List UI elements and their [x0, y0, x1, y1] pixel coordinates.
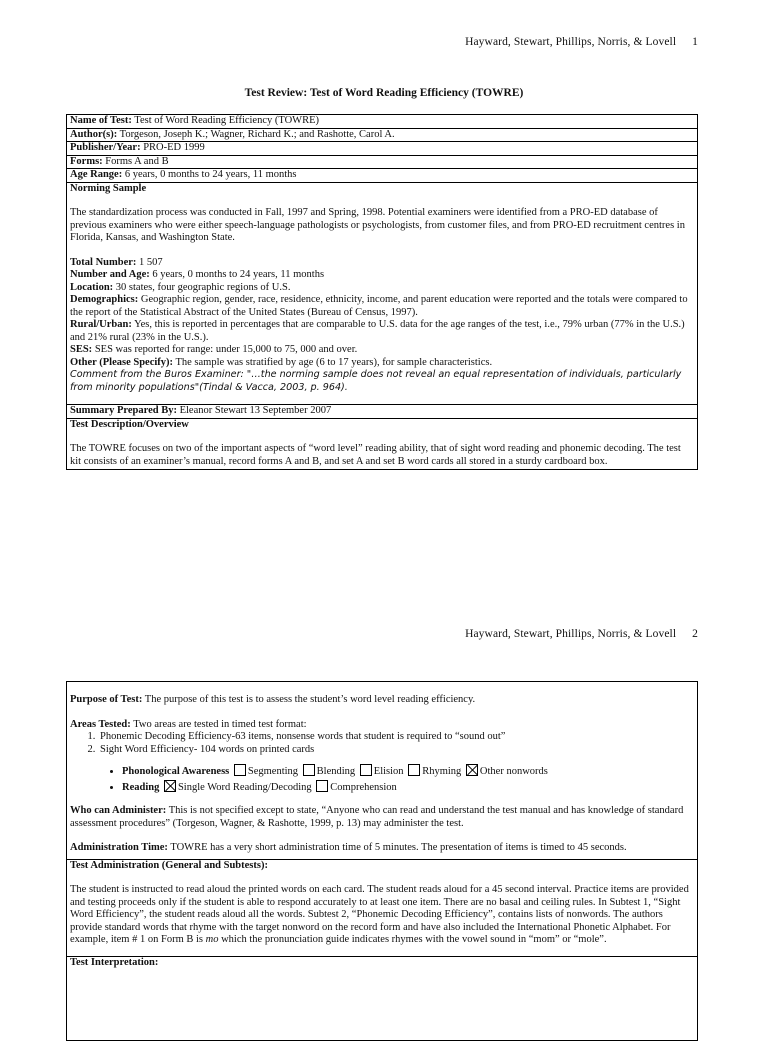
purpose-of-test: Purpose of Test: The purpose of this test is to assess the student’s word level reading efficiency.: [70, 694, 476, 705]
field-authors: Author(s): Torgeson, Joseph K.; Wagner, Richard K.; and Rashotte, Carol A.: [67, 129, 697, 143]
test-description-section: [67, 419, 697, 470]
test-administration-heading: Test Administration (General and Subtests):: [70, 859, 268, 871]
field-name-of-test: Name of Test: Test of Word Reading Efficiency (TOWRE): [67, 115, 697, 129]
field-forms: Forms: Forms A and B: [67, 156, 697, 170]
skill-checklist: [70, 764, 694, 796]
reading-row: • Reading Single Word Reading/Decoding Comprehension: [122, 780, 694, 796]
buros-comment: Comment from the Buros Examiner: "…the norming sample does not reveal an equal representation of individuals, particularly from minority populations"(Tindal & Vacca, 2003, p. 964).: [70, 369, 682, 393]
review-table-page-2: [66, 681, 698, 1041]
norming-rural-urban: Rural/Urban: Yes, this is reported in percentages that are comparable to U.S. data for the age ranges of the test, i.e., 79% urban (77% in the U.S.) and 21% rural (23% in the U.S.).: [70, 319, 685, 343]
running-head-page-2: [465, 628, 698, 641]
elision-checkbox[interactable]: [360, 764, 372, 776]
test-administration-section: [67, 860, 697, 957]
norming-other: Other (Please Specify): The sample was stratified by age (6 to 17 years), for sample characteristics.: [70, 356, 493, 368]
running-head-page-1: [465, 36, 698, 49]
norming-location: Location: 30 states, four geographic regions of U.S.: [70, 281, 291, 293]
review-table-page-1: [66, 114, 698, 470]
test-administration-text: The student is instructed to read aloud the printed words on each card. The student reads aloud for a 45 second interval. Practice items are provided and testing proceeds only if the student is able to respond accurately to at least one item. There are no basal and ceiling rules. In Subtest 1, “Sight Word Efficiency”, the student reads aloud all the words. Subtest 2, “Phonemic Decoding Efficiency”, contains lists of nonwords. The authors provide standard words that rhyme with the target nonword on the record form and have also included the International Phonetic Alphabet. For example, item # 1 on Form B is mo which the pronunciation guide indicates rhymes with the vowel sound in “mom” or “mole”.: [70, 884, 689, 945]
other-nonwords-checkbox[interactable]: [466, 764, 478, 776]
areas-tested-list: [70, 731, 694, 756]
norming-number-and-age: Number and Age: 6 years, 0 months to 24 years, 11 months: [70, 269, 325, 280]
who-can-administer: Who can Administer: This is not specified except to state, “Anyone who can read and understand the test manual and has knowledge of standard assessment procedures” (Torgeson, Wagner, & Rashotte, 1999, p. 13) may administer the test.: [70, 805, 684, 829]
test-interpretation-heading: Test Interpretation:: [70, 956, 159, 968]
rhyming-checkbox[interactable]: [408, 764, 420, 776]
phonological-awareness-row: • Phonological Awareness Segmenting Blending Elision Rhyming Other nonwords: [122, 764, 694, 780]
page-number: 1: [692, 36, 698, 48]
areas-tested: Areas Tested: Two areas are tested in timed test format:: [70, 718, 307, 730]
list-item: 1. Phonemic Decoding Efficiency-63 items, nonsense words that student is required to “sound out”: [98, 731, 694, 744]
comprehension-checkbox[interactable]: [316, 780, 328, 792]
list-item: 2. Sight Word Efficiency- 104 words on printed cards: [98, 744, 694, 757]
norming-intro: The standardization process was conducted in Fall, 1997 and Spring, 1998. Potential examiners were identified from a PRO-ED database of previous examiners who were either speech-language pathologists or psychologists, from customer files, and from PRO-ED recruitment centres in Florida, Kansas, and Washington State.: [70, 207, 685, 243]
norming-sample-section: [67, 183, 697, 406]
field-publisher-year: Publisher/Year: PRO-ED 1999: [67, 142, 697, 156]
test-description-text: The TOWRE focuses on two of the important aspects of “word level” reading ability, that of sight word reading and phonemic decoding. The test kit consists of an examiner’s manual, record forms A and B, and set A and set B word cards all stored in a sturdy cardboard box.: [70, 443, 681, 467]
summary-prepared-by: Summary Prepared By: Eleanor Stewart 13 September 2007: [67, 405, 697, 419]
field-age-range: Age Range: 6 years, 0 months to 24 years, 11 months: [67, 169, 697, 183]
norming-total-number: Total Number: 1 507: [70, 256, 163, 268]
document-title: Test Review: Test of Word Reading Efficiency (TOWRE): [244, 87, 524, 99]
example-word: mo: [205, 934, 219, 945]
test-interpretation-section: [67, 957, 697, 970]
test-description-heading: Test Description/Overview: [70, 418, 189, 430]
administration-time: Administration Time: TOWRE has a very short administration time of 5 minutes. The presentation of items is timed to 45 seconds.: [70, 842, 627, 853]
norming-demographics: Demographics: Geographic region, gender, race, residence, ethnicity, income, and parent education were reported and the totals were compared to the report of the Statistical Abstract of the United States (Bureau of Census, 1997).: [70, 294, 688, 318]
single-word-reading-checkbox[interactable]: [164, 780, 176, 792]
header-authors: Hayward, Stewart, Phillips, Norris, & Lovell: [465, 628, 677, 640]
norming-ses: SES: SES was reported for range: under 15,000 to 75, 000 and over.: [70, 344, 358, 355]
segmenting-checkbox[interactable]: [234, 764, 246, 776]
blending-checkbox[interactable]: [303, 764, 315, 776]
header-authors: Hayward, Stewart, Phillips, Norris, & Lovell: [465, 36, 677, 48]
purpose-section: [67, 682, 697, 860]
page-number: 2: [692, 628, 698, 640]
norming-sample-heading: Norming Sample: [70, 182, 147, 194]
